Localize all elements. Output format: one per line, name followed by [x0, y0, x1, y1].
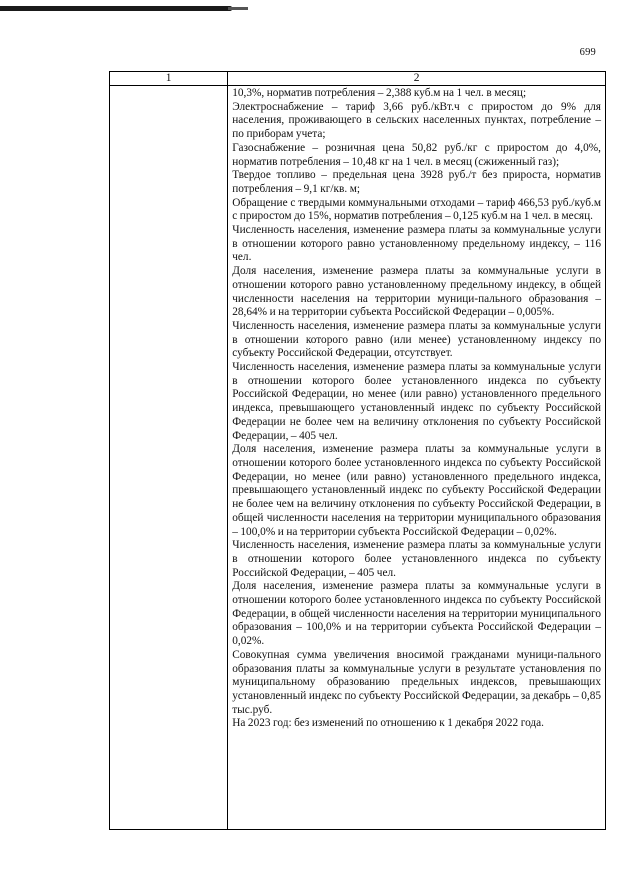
paragraph-share-above-index: Доля населения, изменение размера платы за коммунальные услуги в отношении которого более установленного индекса по субъекту Российской Федерации, в общей численности населения на территории муниципального образования – 100,0% и на территории субъекта Российской Федерации – 0,02%.: [232, 580, 601, 648]
paragraph-2023: На 2023 год: без изменений по отношению к 1 декабря 2022 года.: [232, 717, 544, 730]
paragraph-electricity: Электроснабжение – тариф 3,66 руб./кВт.ч с приростом до 9% для населения, проживающего в сельских населенных пунктах, потребление – по приборам учета;: [232, 100, 601, 141]
empty-cell: [110, 86, 228, 830]
table-header-row: [110, 72, 606, 86]
document-table: [109, 71, 606, 830]
paragraph-population-within-deviation: Численность населения, изменение размера платы за коммунальные услуги в отношении которого более установленного индекса по субъекту Российской Федерации, но менее (или равно) установленного предельного индекса, превышающего установленный индекс по субъекту Российской Федерации не более чем на величину отклонения по субъекту Российской Федерации, – 405 чел.: [232, 361, 601, 442]
scan-edge-artifact-tail: [228, 7, 248, 10]
paragraph-water-norm: 10,3%, норматив потребления – 2,388 куб.м на 1 чел. в месяц;: [232, 87, 527, 99]
column-header-1: 1: [110, 72, 228, 86]
paragraph-population-below-index: Численность населения, изменение размера платы за коммунальные услуги в отношении которого равно (или менее) установленному индексу по субъекту Российской Федерации, отсутствует.: [232, 319, 601, 360]
page-number: 699: [579, 47, 596, 58]
scan-edge-artifact: [0, 6, 232, 11]
paragraph-population-equal-limit: Численность населения, изменение размера платы за коммунальные услуги в отношении которого равно установленному предельному индексу, – 116 чел.: [232, 224, 601, 264]
paragraph-gas: Газоснабжение – розничная цена 50,82 руб./кг с приростом до 4,0%, норматив потребления – 10,48 кг на 1 чел. в месяц (сжиженный газ);: [232, 141, 601, 168]
column-header-2: 2: [228, 72, 606, 86]
content-cell: [228, 86, 606, 830]
paragraph-solid-fuel: Твердое топливо – предельная цена 3928 руб./т без прироста, норматив потребления – 9,1 кг/кв. м;: [232, 169, 601, 195]
paragraph-share-equal-limit: Доля населения, изменение размера платы за коммунальные услуги в отношении которого равно установленному предельному индексу, в общей численности населения на территории муници-пального образования – 28,64% и на территории субъекта Российской Федерации – 0,005%.: [232, 265, 601, 319]
table-row: [110, 86, 606, 830]
paragraph-waste: Обращение с твердыми коммунальными отходами – тариф 466,53 руб./куб.м с приростом до 15%, норматив потребления – 0,125 куб.м на 1 чел. в месяц.: [232, 196, 601, 223]
paragraph-share-within-deviation: Доля населения, изменение размера платы за коммунальные услуги в отношении которого более установленного индекса по субъекту Российской Федерации, но менее (или равно) установленного предельного индекса, превышающего установленный индекс по субъекту Российской Федерации не более чем на величину отклонения по субъекту Российской Федерации, в общей численности населения на территории муниципального образования – 100,0% и на территории субъекта Российской Федерации – 0,02%.: [232, 443, 601, 538]
paragraph-total-increase: Совокупная сумма увеличения вносимой гражданами муници-пального образования платы за коммунальные услуги в результате установления по муниципальному образованию предельных индексов, превышающих установленный индекс по субъекту Российской Федерации, за декабрь – 0,85 тыс.руб.: [232, 648, 601, 716]
paragraph-population-above-index: Численность населения, изменение размера платы за коммунальные услуги в отношении которого более установленного индекса по субъекту Российской Федерации, – 405 чел.: [232, 539, 601, 579]
